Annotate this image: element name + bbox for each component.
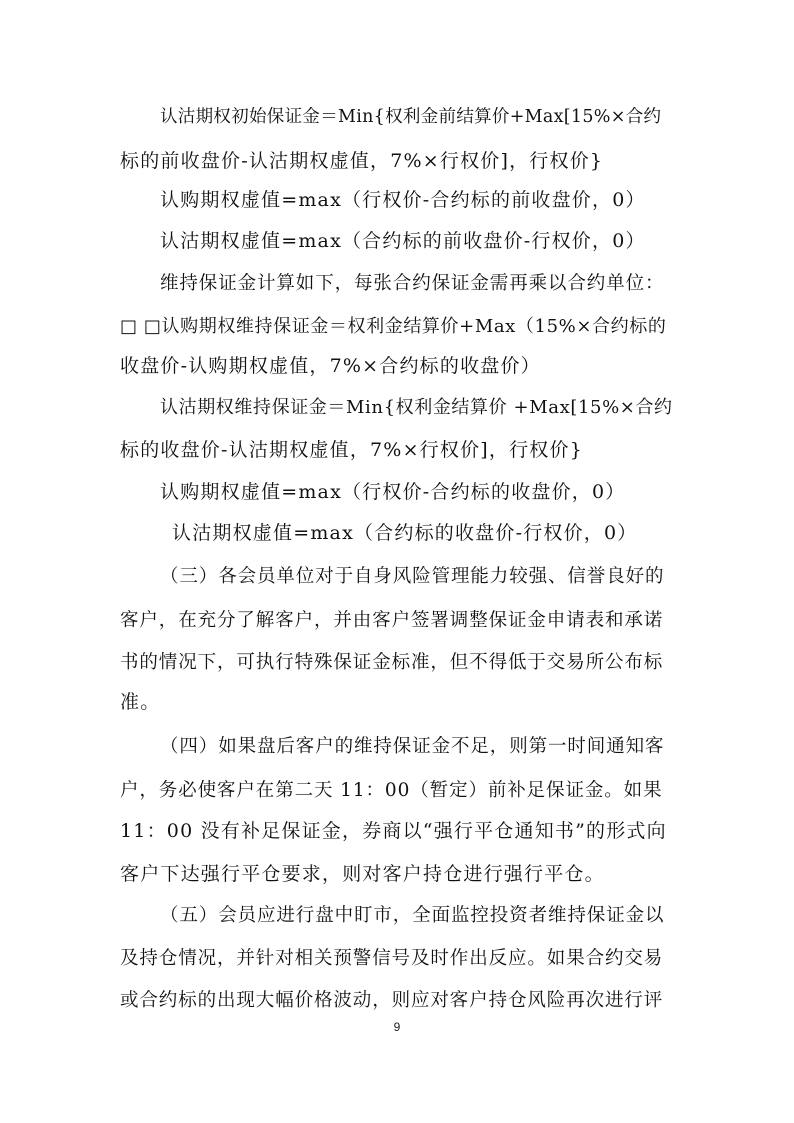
text-line: 客户，在充分了解客户，并由客户签署调整保证金申请表和承诺 (120, 610, 664, 631)
text-line: 认沽期权虚值=max（合约标的收盘价-行权价，0） (172, 522, 638, 544)
text-line: 或合约标的出现大幅价格波动，则应对客户持仓风险再次进行评 (120, 990, 664, 1011)
text-line: 11：00 没有补足保证金，券商以“强行平仓通知书”的形式向 (120, 820, 667, 842)
text-line: 认沽期权虚值=max（合约标的前收盘价-行权价，0） (160, 230, 646, 252)
text-line: 标的前收盘价-认沽期权虚值，7%×行权价]，行权价} (120, 150, 604, 172)
text-line: 客户下达强行平仓要求，则对客户持仓进行强行平仓。 (120, 863, 605, 885)
text-line: 标的收盘价-认沽期权虚值，7%×行权价]，行权价} (120, 439, 583, 461)
text-line: 书的情况下，可执行特殊保证金标准，但不得低于交易所公布标 (120, 652, 664, 673)
text-line: 收盘价-认购期权虚值，7%×合约标的收盘价） (120, 355, 541, 377)
text-line: 认沽期权初始保证金＝Min{权利金前结算价+Max[15%×合约 (160, 107, 662, 127)
text-line: 及持仓情况，并针对相关预警信号及时作出反应。如果合约交易 (120, 948, 664, 969)
text-line: 准。 (120, 691, 161, 713)
text-line: （四）如果盘后客户的维持保证金不足，则第一时间通知客 (160, 736, 665, 757)
text-line: （三）各会员单位对于自身风险管理能力较强、信誉良好的 (160, 566, 665, 587)
text-line: 维持保证金计算如下，每张合约保证金需再乘以合约单位： (160, 273, 665, 294)
text-line: （五）会员应进行盘中盯市，全面监控投资者维持保证金以 (160, 905, 665, 926)
page-number: 9 (393, 1020, 401, 1034)
text-line: 认沽期权维持保证金＝Min{权利金结算价 +Max[15%×合约 (160, 397, 673, 418)
text-line: 认购期权虚值=max（行权价-合约标的收盘价，0） (160, 481, 626, 503)
text-line: 户，务必使客户在第二天 11：00（暂定）前补足保证金。如果 (120, 780, 663, 801)
text-line: □ □认购期权维持保证金＝权利金结算价+Max（15%×合约标的 (120, 316, 667, 337)
text-line: 认购期权虚值=max（行权价-合约标的前收盘价，0） (160, 189, 646, 211)
